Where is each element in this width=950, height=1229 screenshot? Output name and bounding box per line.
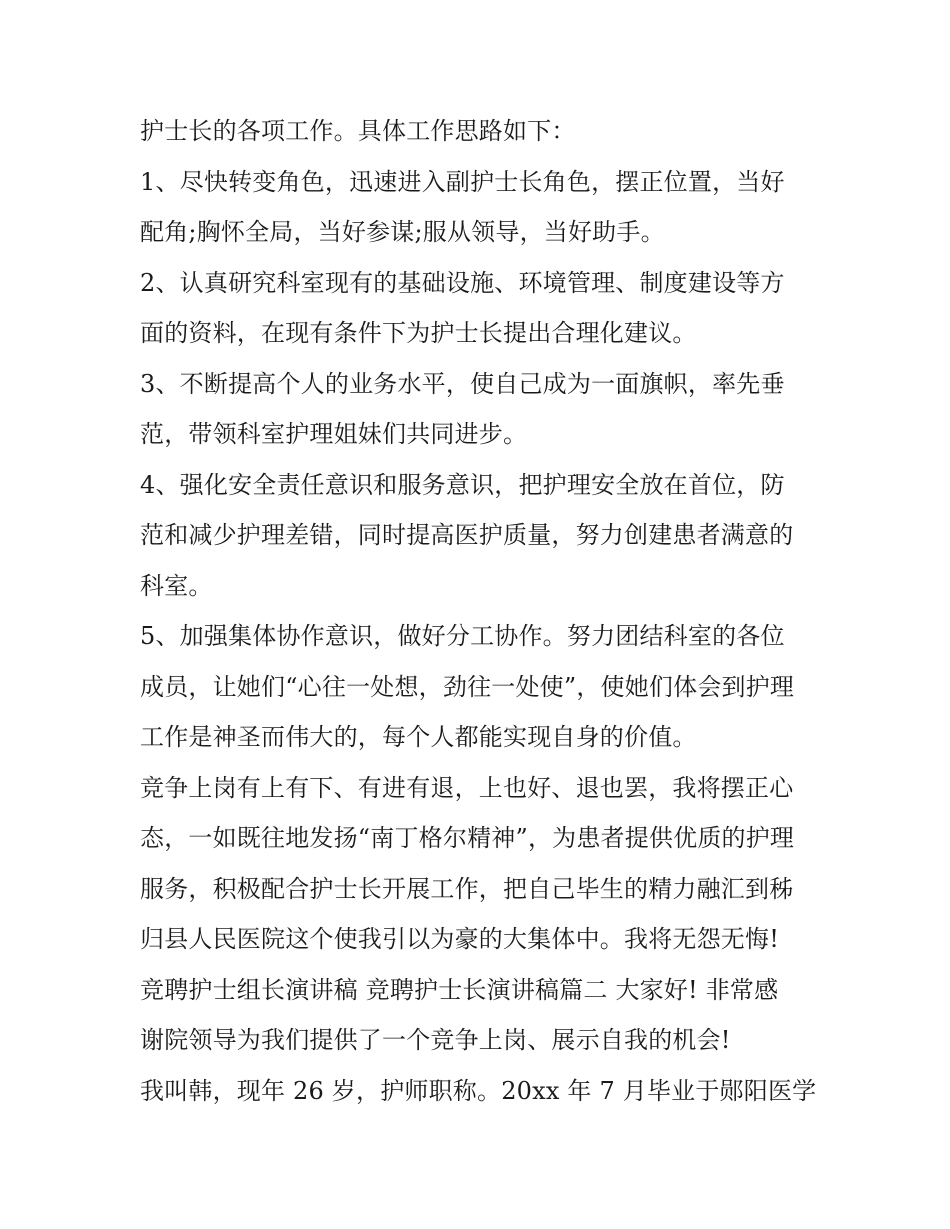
text-line: 5、加强集体协作意识，做好分工协作。努力团结科室的各位 <box>140 622 785 650</box>
text-line: 4、强化安全责任意识和服务意识，把护理安全放在首位，防 <box>140 471 785 499</box>
text-line: 科室。 <box>140 572 213 600</box>
text-line: 工作是神圣而伟大的，每个人都能实现自身的价值。 <box>140 723 697 751</box>
text-line: 竞争上岗有上有下、有进有退，上也好、退也罢，我将摆正心 <box>140 774 794 802</box>
text-line: 2、认真研究科室现有的基础设施、环境管理、制度建设等方 <box>140 269 785 297</box>
text-line: 配角;胸怀全局，当好参谋;服从领导，当好助手。 <box>140 218 665 246</box>
text-line: 范，带领科室护理姐妹们共同进步。 <box>140 420 528 448</box>
text-line: 态，一如既往地发扬“南丁格尔精神”，为患者提供优质的护理 <box>140 824 795 852</box>
text-line: 成员，让她们“心往一处想，劲往一处使”，使她们体会到护理 <box>140 673 795 701</box>
text-line: 服务，积极配合护士长开展工作，把自己毕生的精力融汇到秭 <box>140 875 794 903</box>
text-line: 3、不断提高个人的业务水平，使自己成为一面旗帜，率先垂 <box>140 370 785 398</box>
text-line: 1、尽快转变角色，迅速进入副护士长角色，摆正位置，当好 <box>140 168 785 196</box>
text-line: 我叫韩，现年 26 岁，护师职称。20xx 年 7 月毕业于郧阳医学 <box>140 1077 817 1105</box>
text-line: 护士长的各项工作。具体工作思路如下： <box>140 117 576 145</box>
text-line: 竞聘护士组长演讲稿 竞聘护士长演讲稿篇二 大家好! 非常感 <box>140 976 779 1004</box>
text-line: 面的资料，在现有条件下为护士长提出合理化建议。 <box>140 319 697 347</box>
text-line: 范和减少护理差错，同时提高医护质量，努力创建患者满意的 <box>140 521 794 549</box>
text-line: 归县人民医院这个使我引以为豪的大集体中。我将无怨无悔! <box>140 925 780 953</box>
text-line: 谢院领导为我们提供了一个竞争上岗、展示自我的机会! <box>140 1026 731 1054</box>
